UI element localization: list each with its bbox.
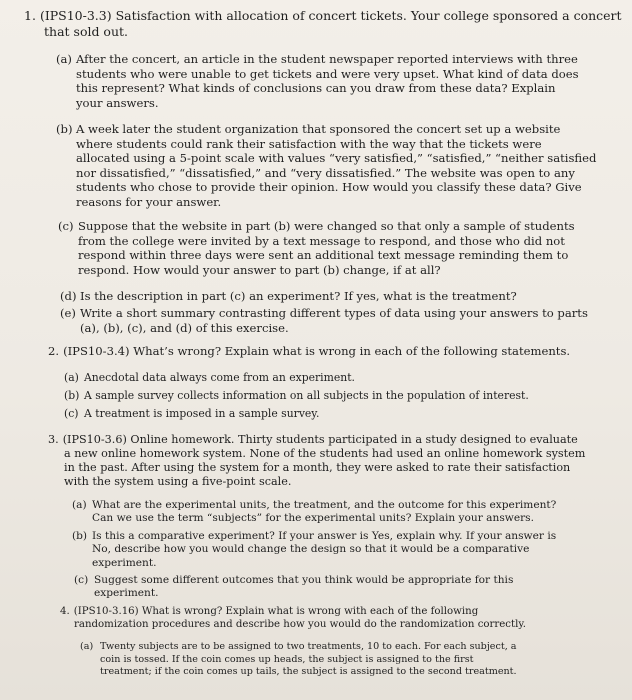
problem-3-part-c	[74, 574, 514, 601]
part-line: Anecdotal data always come from an experiment.	[84, 371, 355, 384]
problem-number: 4.	[60, 606, 70, 617]
problem-number: 1.	[24, 8, 36, 23]
part-line: nor dissatisfied,” “dissatisfied,” and “very dissatisfied.” The website was open to any	[76, 165, 575, 180]
part-line: Suggest some different outcomes that you think would be appropriate for this	[94, 574, 514, 586]
part-label: (e)	[60, 306, 76, 320]
part-line: (a), (b), (c), and (d) of this exercise.	[80, 320, 289, 335]
problem-1-title	[24, 8, 622, 40]
part-label: (a)	[56, 52, 72, 66]
problem-1-part-d	[60, 289, 517, 304]
part-line: Twenty subjects are to be assigned to two treatments, 10 to each. For each subject, a	[100, 641, 517, 652]
part-line: A sample survey collects information on all subjects in the population of interest.	[84, 389, 529, 402]
problem-1-part-c	[58, 219, 575, 277]
problem-2-title	[48, 343, 570, 359]
part-line: reasons for your answer.	[76, 194, 222, 209]
problem-number: 2.	[48, 344, 60, 358]
part-line: Is this a comparative experiment? If your answer is Yes, explain why. If your answer is	[92, 530, 557, 542]
title-line: with the system using a five-point scale.	[64, 475, 292, 488]
part-label: (a)	[72, 499, 87, 511]
part-line: this represent? What kinds of conclusions can you draw from these data? Explain	[76, 81, 556, 96]
part-line: coin is tossed. If the coin comes up heads, the subject is assigned to the first	[100, 653, 474, 665]
problem-1-part-b	[56, 122, 597, 210]
problem-2-part-b	[64, 389, 529, 404]
part-line: A week later the student organization that sponsored the concert set up a website	[76, 122, 561, 136]
title-line: randomization procedures and describe how you would do the randomization correctly.	[74, 619, 527, 630]
part-line: After the concert, an article in the student newspaper reported interviews with three	[76, 52, 578, 66]
part-line: experiment.	[92, 556, 157, 569]
problem-number: 3.	[48, 433, 59, 446]
part-line: respond. How would your answer to part (b) change, if at all?	[78, 262, 441, 277]
title-line: (IPS10-3.6) Online homework. Thirty students participated in a study designed to evaluate	[62, 433, 578, 446]
part-line: Can we use the term “subjects” for the experimental units? Explain your answers.	[92, 512, 534, 525]
part-line: Is the description in part (c) an experiment? If yes, what is the treatment?	[80, 289, 517, 303]
part-line: from the college were invited by a text message to respond, and those who did not	[78, 233, 565, 248]
part-label: (c)	[58, 219, 74, 233]
part-line: Write a short summary contrasting different types of data using your answers to parts	[80, 306, 588, 320]
part-line: A treatment is imposed in a sample survey.	[84, 407, 320, 420]
title-line: (IPS10-3.16) What is wrong? Explain what is wrong with each of the following	[73, 606, 479, 617]
title-line: a new online homework system. None of the students had used an online homework system	[64, 447, 586, 460]
part-line: students who chose to provide their opinion. How would you classify these data? Give	[76, 180, 582, 195]
problem-2-part-a	[64, 371, 355, 386]
problem-3-title	[48, 433, 585, 489]
part-line: students who were unable to get tickets and were very upset. What kind of data does	[76, 66, 579, 81]
problem-3-part-a	[72, 499, 557, 526]
part-line: Suppose that the website in part (b) were changed so that only a sample of students	[78, 219, 575, 233]
title-line: in the past. After using the system for a month, they were asked to rate their satisfaction	[64, 461, 571, 474]
part-line: allocated using a 5-point scale with values “very satisfied,” “satisfied,” “neither satisfied	[76, 151, 597, 166]
title-line: (IPS10-3.3) Satisfaction with allocation of concert tickets. Your college sponsored a concert	[39, 8, 622, 23]
part-line: respond within three days were sent an additional text message reminding them to	[78, 248, 569, 263]
problem-4-title	[60, 605, 526, 631]
part-line: No, describe how you would change the design so that it would be a comparative	[92, 543, 530, 556]
title-line: (IPS10-3.4) What’s wrong? Explain what is wrong in each of the following statements.	[63, 344, 571, 358]
part-label: (d)	[60, 289, 77, 303]
part-label: (a)	[80, 641, 94, 652]
problem-1-part-a	[56, 52, 579, 110]
part-label: (a)	[64, 371, 79, 384]
part-line: where students could rank their satisfaction with the way that the tickets were	[76, 136, 542, 151]
problem-3-part-b	[72, 530, 557, 570]
part-label: (b)	[56, 122, 73, 136]
part-label: (c)	[74, 574, 89, 586]
part-label: (b)	[64, 389, 80, 402]
problem-1-part-e	[60, 306, 588, 335]
part-line: What are the experimental units, the treatment, and the outcome for this experiment?	[92, 499, 557, 511]
part-label: (b)	[72, 530, 88, 542]
part-line: experiment.	[94, 587, 159, 600]
part-line: your answers.	[76, 95, 159, 110]
part-line: treatment; if the coin comes up tails, the subject is assigned to the second treatment.	[100, 666, 517, 678]
problem-4-part-a	[80, 641, 517, 679]
problem-2-part-c	[64, 407, 320, 422]
title-line: that sold out.	[44, 24, 129, 39]
part-label: (c)	[64, 407, 79, 420]
